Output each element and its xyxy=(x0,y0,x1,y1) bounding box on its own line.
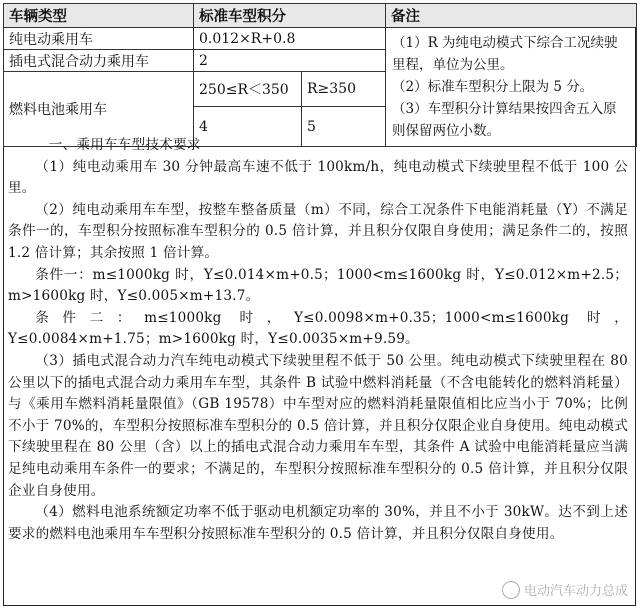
bev-type: 纯电动乘用车 xyxy=(4,28,194,50)
fcev-type: 燃料电池乘用车 xyxy=(4,72,194,147)
watermark xyxy=(502,580,628,599)
table-header-row xyxy=(4,4,637,28)
paragraph-2: （2）纯电动乘用车车型，按整车整备质量（m）不同，综合工况条件下电能消耗量（Y）不满足条件一的，车型积分按照标准车型积分的 0.5 倍计算，并且积分仅限自身使用；满足条件二的，按照 1.2 倍计算；其余按照 1 倍计算。 xyxy=(8,201,628,261)
credit-table xyxy=(3,3,637,147)
fcev-value-2: 5 xyxy=(302,107,386,147)
requirements-section xyxy=(8,135,628,545)
fcev-value-1: 4 xyxy=(194,107,302,147)
row-bev xyxy=(4,28,637,50)
note-1: （1）R 为纯电动模式下综合工况续驶里程，单位为公里。 xyxy=(392,35,618,73)
paragraph-1: （1）纯电动乘用车 30 分钟最高车速不低于 100km/h，纯电动模式下续驶里程不低于 100 公里。 xyxy=(8,158,628,197)
paragraph-condition-1: 条件一：m≤1000kg 时，Y≤0.014×m+0.5；1000<m≤1600kg 时，Y≤0.012×m+2.5；m>1600kg 时，Y≤0.005×m+13.7。 xyxy=(8,266,628,305)
header-standard-credit: 标准车型积分 xyxy=(194,4,386,28)
phev-type: 插电式混合动力乘用车 xyxy=(4,50,194,72)
bev-formula: 0.012×R+0.8 xyxy=(194,28,386,50)
paragraph-4: （4）燃料电池系统额定功率不低于驱动电机额定功率的 30%，并且不小于 30kW。达不到上述要求的燃料电池乘用车车型积分按照标准车型积分的 0.5 倍计算，并且积分仅限自身使用。 xyxy=(8,504,628,542)
fcev-range-1: 250≤R＜350 xyxy=(194,72,302,107)
phev-formula: 2 xyxy=(194,50,386,72)
notes-cell xyxy=(386,28,637,147)
header-notes: 备注 xyxy=(386,4,637,28)
paragraph-condition-2: 条件二：m≤1000kg 时，Y≤0.0098×m+0.35；1000<m≤1600kg 时，Y≤0.0084×m+1.75；m>1600kg 时，Y≤0.0035×m+9.59。 xyxy=(8,309,628,348)
section-title: 一、乘用车车型技术要求 xyxy=(48,137,201,153)
watermark-text: 电动汽车动力总成 xyxy=(523,584,628,599)
wechat-icon xyxy=(502,581,520,599)
fcev-range-2: R≥350 xyxy=(302,72,386,107)
note-2: （2）标准车型积分上限为 5 分。 xyxy=(392,79,594,95)
note-3: （3）车型积分计算结果按四舍五入原则保留两位小数。 xyxy=(392,101,617,139)
paragraph-3: （3）插电式混合动力汽车纯电动模式下续驶里程不低于 50 公里。纯电动模式下续驶里程在 80 公里以下的插电式混合动力乘用车车型，其条件 B 试验中燃料消耗量（不含电能转化的燃料消耗量）与《乘用车燃料消耗量限值》（GB 19578）中车型对应的燃料消耗量限值相比应当小于 70%；比例不小于 70%的，车型积分按照标准车型积分的 0.5 倍计算，并且积分仅限企业自身使用。纯电动模式下续驶里程在 80 公里（含）以上的插电式混合动力乘用车车型，其条件 A 试验中电能消耗量应当满足纯电动乘用车条件一的要求；不满足的，车型积分按照标准车型积分的 0.5 倍计算，并且积分仅限企业自身使用。 xyxy=(8,352,628,499)
header-vehicle-type: 车辆类型 xyxy=(4,4,194,28)
